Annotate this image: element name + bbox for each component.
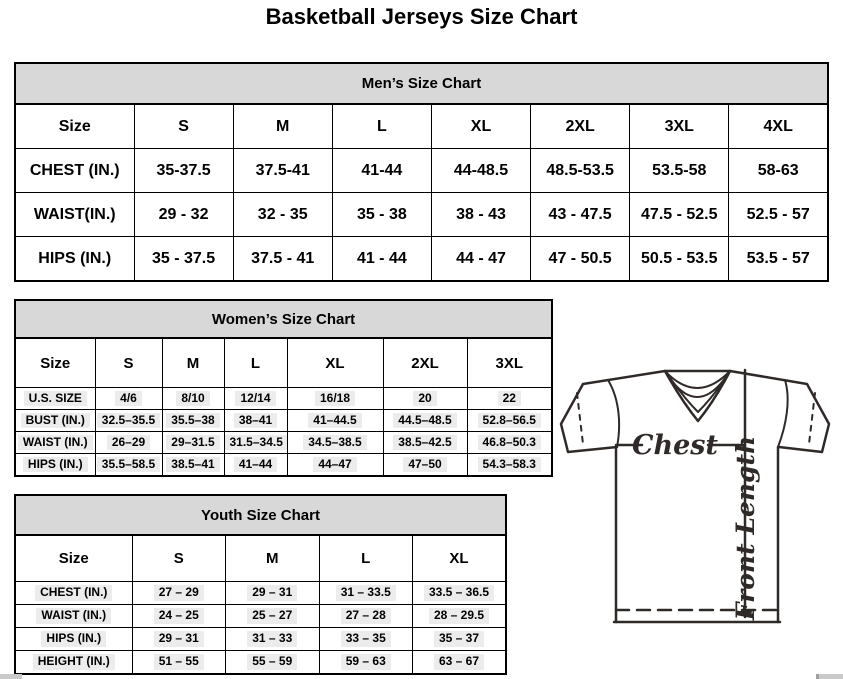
cell-value: 31.5–34.5 — [225, 435, 288, 451]
column-header: L — [332, 104, 431, 149]
cell-value: 35.5–58.5 — [97, 457, 160, 473]
mens-chest-row — [15, 149, 828, 193]
row-label — [15, 628, 132, 651]
womens-waist-row — [15, 432, 552, 454]
row-label — [15, 432, 95, 454]
cell — [224, 432, 287, 454]
cell-value: 46.8–50.3 — [478, 435, 541, 451]
cell-value: 33 – 35 — [341, 631, 391, 647]
cell — [383, 454, 467, 477]
cell — [226, 582, 320, 605]
left-cuff-dashes — [577, 393, 583, 444]
column-header: 2XL — [383, 338, 467, 388]
cell — [162, 388, 224, 410]
row-label-text: HIPS (IN.) — [41, 631, 106, 647]
mens-waist-row — [15, 193, 828, 237]
cell: 48.5-53.5 — [531, 149, 630, 193]
cell: 37.5-41 — [233, 149, 332, 193]
column-header: M — [226, 535, 320, 582]
cell — [467, 388, 552, 410]
row-label — [15, 651, 132, 675]
horizontal-scrollbar-right-fragment[interactable] — [816, 674, 843, 679]
cell-value: 22 — [498, 391, 521, 407]
row-label-text: CHEST (IN.) — [35, 585, 112, 601]
cell-value: 38.5–42.5 — [393, 435, 456, 451]
youth-header-row — [15, 535, 506, 582]
column-header: S — [134, 104, 233, 149]
womens-hips-row — [15, 454, 552, 477]
mens-hips-row — [15, 237, 828, 282]
cell-value: 32.5–35.5 — [97, 413, 160, 429]
row-label — [15, 388, 95, 410]
cell — [287, 454, 383, 477]
cell-value: 34.5–38.5 — [303, 435, 366, 451]
jersey-measurement-diagram — [558, 356, 834, 628]
row-label: CHEST (IN.) — [15, 149, 134, 193]
cell — [224, 454, 287, 477]
cell-value: 44–47 — [313, 457, 356, 473]
cell-value: 12/14 — [235, 391, 275, 407]
cell — [413, 605, 507, 628]
cell — [162, 410, 224, 432]
cell — [319, 628, 413, 651]
cell-value: 25 – 27 — [247, 608, 297, 624]
row-label-text: U.S. SIZE — [24, 391, 87, 407]
cell: 41 - 44 — [332, 237, 431, 282]
cell: 35 - 37.5 — [134, 237, 233, 282]
cell-value: 59 – 63 — [341, 654, 391, 670]
column-header: L — [319, 535, 413, 582]
womens-size-chart-section — [14, 299, 553, 477]
cell: 47 - 50.5 — [531, 237, 630, 282]
cell: 35-37.5 — [134, 149, 233, 193]
corner-header: Size — [15, 338, 95, 388]
corner-header: Size — [15, 535, 132, 582]
mens-chart-header: Men’s Size Chart — [14, 62, 829, 103]
cell — [319, 651, 413, 675]
cell-value: 31 – 33.5 — [336, 585, 396, 601]
cell — [132, 651, 226, 675]
row-label: HIPS (IN.) — [15, 237, 134, 282]
cell-value: 33.5 – 36.5 — [424, 585, 494, 601]
column-header: M — [233, 104, 332, 149]
column-header: M — [162, 338, 224, 388]
row-label-text: WAIST (IN.) — [36, 608, 111, 624]
youth-size-table — [14, 534, 507, 675]
cell — [467, 410, 552, 432]
column-header: XL — [431, 104, 530, 149]
left-armhole-seam — [608, 380, 619, 447]
cell-value: 29–31.5 — [166, 435, 219, 451]
cell — [95, 432, 162, 454]
cell-value: 52.8–56.5 — [478, 413, 541, 429]
cell — [319, 605, 413, 628]
cell-value: 35 – 37 — [434, 631, 484, 647]
cell — [383, 388, 467, 410]
cell: 41-44 — [332, 149, 431, 193]
cell-value: 41–44.5 — [308, 413, 361, 429]
cell-value: 27 – 28 — [341, 608, 391, 624]
column-header: L — [224, 338, 287, 388]
page-title: Basketball Jerseys Size Chart — [265, 4, 578, 29]
cell — [95, 410, 162, 432]
cell — [162, 432, 224, 454]
youth-chest-row — [15, 582, 506, 605]
cell — [413, 628, 507, 651]
cell-value: 51 – 55 — [154, 654, 204, 670]
row-label-text: HEIGHT (IN.) — [33, 654, 115, 670]
youth-waist-row — [15, 605, 506, 628]
cell — [132, 582, 226, 605]
cell — [383, 432, 467, 454]
womens-size-table — [14, 337, 553, 477]
column-header: 3XL — [467, 338, 552, 388]
cell — [226, 628, 320, 651]
cell: 58-63 — [729, 149, 828, 193]
mens-size-chart-section — [14, 62, 829, 282]
cell — [319, 582, 413, 605]
cell: 43 - 47.5 — [531, 193, 630, 237]
cell-value: 54.3–58.3 — [478, 457, 541, 473]
cell — [383, 410, 467, 432]
cell — [287, 432, 383, 454]
cell — [287, 388, 383, 410]
womens-header-row — [15, 338, 552, 388]
row-label-text: BUST (IN.) — [21, 413, 90, 429]
row-label — [15, 605, 132, 628]
right-cuff-dashes — [809, 393, 815, 444]
cell-value: 20 — [413, 391, 436, 407]
column-header: 3XL — [630, 104, 729, 149]
cell — [287, 410, 383, 432]
cell — [132, 628, 226, 651]
cell — [95, 388, 162, 410]
horizontal-scrollbar-left-fragment[interactable] — [0, 674, 22, 679]
cell: 29 - 32 — [134, 193, 233, 237]
cell — [413, 651, 507, 675]
row-label — [15, 454, 95, 477]
cell — [467, 432, 552, 454]
cell: 53.5-58 — [630, 149, 729, 193]
column-header: XL — [413, 535, 507, 582]
womens-bust-row — [15, 410, 552, 432]
column-header: 4XL — [729, 104, 828, 149]
right-armhole-seam — [778, 380, 788, 447]
cell-value: 27 – 29 — [154, 585, 204, 601]
chest-label: Chest — [632, 430, 718, 461]
cell-value: 63 – 67 — [434, 654, 484, 670]
column-header: 2XL — [531, 104, 630, 149]
cell: 35 - 38 — [332, 193, 431, 237]
cell-value: 24 – 25 — [154, 608, 204, 624]
row-label-text: HIPS (IN.) — [23, 457, 88, 473]
womens-chart-header: Women’s Size Chart — [14, 299, 553, 337]
cell-value: 4/6 — [115, 391, 142, 407]
cell-value: 26–29 — [107, 435, 150, 451]
cell — [132, 605, 226, 628]
youth-chart-header: Youth Size Chart — [14, 494, 507, 534]
cell — [226, 651, 320, 675]
cell — [224, 410, 287, 432]
column-header: S — [132, 535, 226, 582]
column-header: S — [95, 338, 162, 388]
cell — [162, 454, 224, 477]
cell-value: 29 – 31 — [154, 631, 204, 647]
cell — [467, 454, 552, 477]
cell-value: 47–50 — [403, 457, 446, 473]
cell — [413, 582, 507, 605]
cell-value: 55 – 59 — [247, 654, 297, 670]
row-label-text: WAIST (IN.) — [18, 435, 93, 451]
cell: 44-48.5 — [431, 149, 530, 193]
row-label — [15, 582, 132, 605]
corner-header: Size — [15, 104, 134, 149]
cell: 47.5 - 52.5 — [630, 193, 729, 237]
row-label — [15, 410, 95, 432]
womens-us-size-row — [15, 388, 552, 410]
cell-value: 28 – 29.5 — [429, 608, 489, 624]
youth-hips-row — [15, 628, 506, 651]
cell-value: 16/18 — [315, 391, 355, 407]
cell: 53.5 - 57 — [729, 237, 828, 282]
front-length-label: Front Length — [731, 435, 760, 621]
cell — [224, 388, 287, 410]
cell — [226, 605, 320, 628]
mens-header-row — [15, 104, 828, 149]
cell: 37.5 - 41 — [233, 237, 332, 282]
column-header: XL — [287, 338, 383, 388]
youth-height-row — [15, 651, 506, 675]
cell-value: 8/10 — [176, 391, 209, 407]
cell-value: 31 – 33 — [247, 631, 297, 647]
cell-value: 38.5–41 — [166, 457, 219, 473]
cell: 32 - 35 — [233, 193, 332, 237]
cell: 44 - 47 — [431, 237, 530, 282]
youth-size-chart-section — [14, 494, 507, 675]
cell-value: 29 – 31 — [247, 585, 297, 601]
cell-value: 35.5–38 — [166, 413, 219, 429]
cell-value: 38–41 — [234, 413, 277, 429]
cell: 50.5 - 53.5 — [630, 237, 729, 282]
mens-size-table — [14, 103, 829, 282]
cell: 38 - 43 — [431, 193, 530, 237]
row-label: WAIST(IN.) — [15, 193, 134, 237]
cell — [95, 454, 162, 477]
cell: 52.5 - 57 — [729, 193, 828, 237]
cell-value: 41–44 — [234, 457, 277, 473]
cell-value: 44.5–48.5 — [393, 413, 456, 429]
